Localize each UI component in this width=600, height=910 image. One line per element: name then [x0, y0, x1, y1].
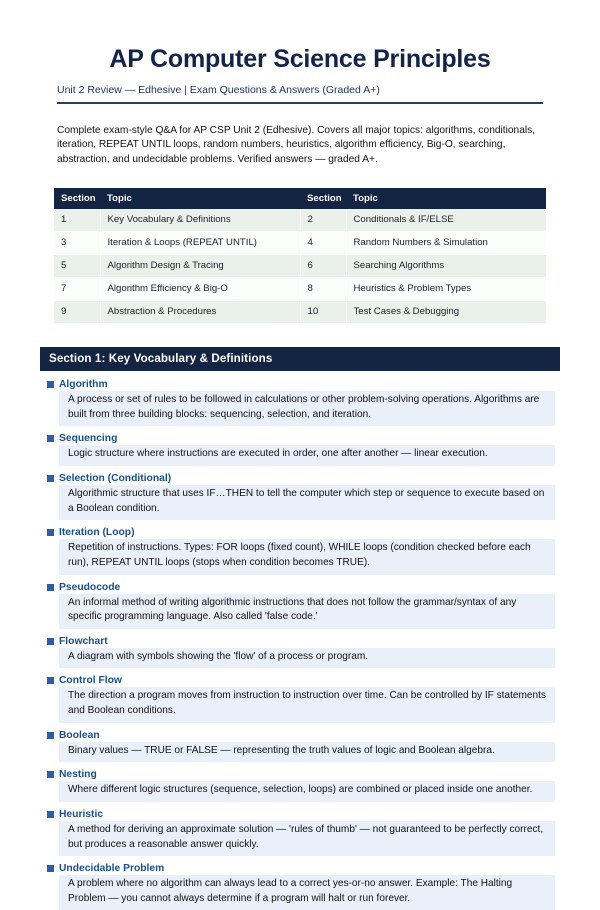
term-name: Flowchart [59, 635, 108, 647]
subtitle-section [0, 74, 600, 105]
header-topic-right: Topic [346, 188, 546, 209]
term-item [47, 433, 555, 466]
term-definition-list [0, 379, 600, 910]
term-name: Sequencing [59, 433, 118, 445]
term-header [47, 863, 555, 874]
term-header [47, 769, 555, 780]
table-row [54, 278, 546, 301]
term-definition: A method for deriving an approximate solution — 'rules of thumb' — not guaranteed to be perfectly correct, but produces a reasonable answer quickly. [59, 821, 555, 856]
term-item [47, 636, 555, 669]
cell-topic-right: Searching Algorithms [346, 255, 546, 278]
term-definition: Logic structure where instructions are executed in order, one after another — linear execution. [59, 445, 555, 466]
table-header-row [54, 188, 546, 209]
term-definition: A process or set of rules to be followed in calculations or other problem-solving operations. Algorithms are built from three building blocks: sequencing, selection, and iteration. [59, 391, 555, 426]
square-bullet-icon [47, 811, 54, 818]
cell-topic-right: Test Cases & Debugging [346, 301, 546, 324]
cell-topic-right: Random Numbers & Simulation [346, 232, 546, 255]
term-name: Selection (Conditional) [59, 473, 172, 485]
square-bullet-icon [47, 638, 54, 645]
square-bullet-icon [47, 865, 54, 872]
cell-section-right: 2 [300, 209, 346, 231]
term-name: Pseudocode [59, 581, 121, 593]
table-row [54, 209, 546, 231]
square-bullet-icon [47, 529, 54, 536]
overview-table-body [54, 209, 546, 323]
term-header [47, 473, 555, 484]
term-definition: Repetition of instructions. Types: FOR loops (fixed count), WHILE loops (condition checked before each run), REPEAT UNTIL loops (stops when condition becomes TRUE). [59, 539, 555, 574]
term-name: Control Flow [59, 675, 122, 687]
cell-section-left: 5 [54, 255, 100, 278]
overview-table-head [54, 188, 546, 209]
header-section-left: Section [54, 188, 100, 209]
term-header [47, 379, 555, 390]
term-header [47, 527, 555, 538]
term-definition: A problem where no algorithm can always lead to a correct yes-or-no answer. Example: The Halting Problem — you cannot always determine if a program will halt or run forever. [59, 875, 555, 910]
term-definition: The direction a program moves from instruction to instruction over time. Can be controlled by IF statements and Boolean conditions. [59, 687, 555, 722]
term-header [47, 582, 555, 593]
cell-topic-left: Key Vocabulary & Definitions [100, 209, 300, 231]
cell-topic-left: Abstraction & Procedures [100, 301, 300, 324]
term-item [47, 675, 555, 722]
cell-section-left: 7 [54, 278, 100, 301]
term-header [47, 809, 555, 820]
page-title: AP Computer Science Principles [109, 45, 491, 73]
cell-section-left: 9 [54, 301, 100, 324]
term-header [47, 675, 555, 686]
square-bullet-icon [47, 732, 54, 739]
square-bullet-icon [47, 584, 54, 591]
square-bullet-icon [47, 677, 54, 684]
square-bullet-icon [47, 475, 54, 482]
cell-section-left: 3 [54, 232, 100, 255]
cell-topic-right: Heuristics & Problem Types [346, 278, 546, 301]
overview-table-container [0, 177, 600, 324]
cell-section-right: 8 [300, 278, 346, 301]
cell-section-right: 6 [300, 255, 346, 278]
term-name: Boolean [59, 729, 100, 741]
cell-section-right: 4 [300, 232, 346, 255]
term-definition: A diagram with symbols showing the 'flow' of a process or program. [59, 648, 555, 669]
cell-topic-right: Conditionals & IF/ELSE [346, 209, 546, 231]
header-divider [57, 102, 543, 104]
term-item [47, 863, 555, 910]
square-bullet-icon [47, 435, 54, 442]
overview-table [54, 188, 546, 324]
term-name: Nesting [59, 769, 97, 781]
term-item [47, 582, 555, 629]
term-header [47, 730, 555, 741]
term-definition: Where different logic structures (sequence, selection, loops) are combined or placed inside one another. [59, 781, 555, 802]
document-subtitle: Unit 2 Review — Edhesive | Exam Questions & Answers (Graded A+) [57, 83, 380, 96]
term-item [47, 527, 555, 574]
term-name: Iteration (Loop) [59, 527, 135, 539]
term-definition: Binary values — TRUE or FALSE — representing the truth values of logic and Boolean algebra. [59, 742, 555, 763]
term-name: Undecidable Problem [59, 863, 165, 875]
cell-topic-left: Iteration & Loops (REPEAT UNTIL) [100, 232, 300, 255]
term-definition: An informal method of writing algorithmic instructions that does not follow the grammar/syntax of any specific programming language. Also called 'false code.' [59, 594, 555, 629]
cell-topic-left: Algorithm Design & Tracing [100, 255, 300, 278]
square-bullet-icon [47, 771, 54, 778]
square-bullet-icon [47, 381, 54, 388]
header-section-right: Section [300, 188, 346, 209]
term-item [47, 473, 555, 520]
table-row [54, 232, 546, 255]
term-name: Heuristic [59, 808, 104, 820]
cell-section-left: 1 [54, 209, 100, 231]
table-row [54, 255, 546, 278]
cell-section-right: 10 [300, 301, 346, 324]
term-item [47, 379, 555, 426]
intro-paragraph: Complete exam-style Q&A for AP CSP Unit 2 (Edhesive). Covers all major topics: algorithms, conditionals, iteration, REPEAT UNTIL loops, random numbers, heuristics, algorithm efficiency, Big-O, searching, abstraction, and undecidable problems. Verified answers — graded A+. [57, 124, 536, 165]
term-header [47, 636, 555, 647]
term-header [47, 433, 555, 444]
section-heading-bar: Section 1: Key Vocabulary & Definitions [40, 347, 560, 371]
term-item [47, 809, 555, 856]
table-row [54, 301, 546, 324]
term-name: Algorithm [59, 379, 108, 391]
cell-topic-left: Algorithm Efficiency & Big-O [100, 278, 300, 301]
term-definition: Algorithmic structure that uses IF…THEN to tell the computer which step or sequence to execute based on a Boolean condition. [59, 485, 555, 520]
term-item [47, 730, 555, 763]
term-item [47, 769, 555, 802]
header-topic-left: Topic [100, 188, 300, 209]
